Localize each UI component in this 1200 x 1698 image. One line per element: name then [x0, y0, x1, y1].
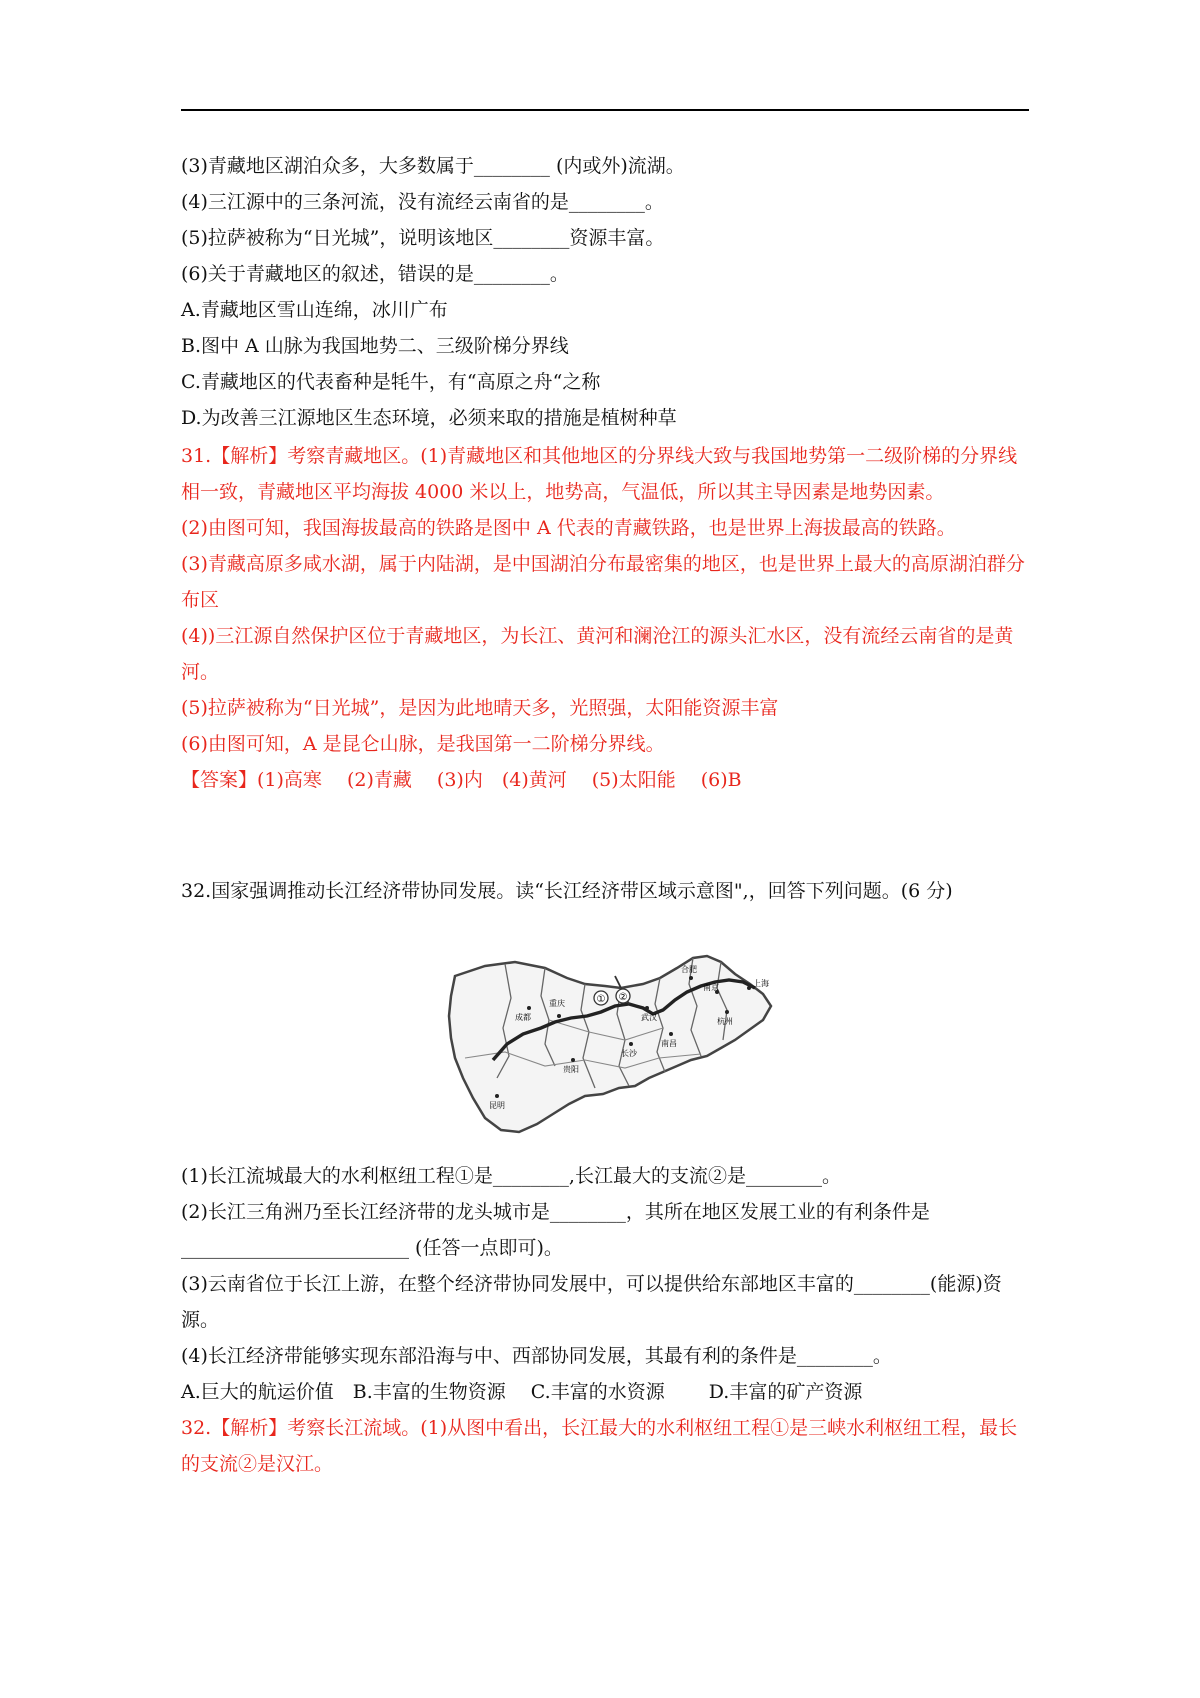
q31-analysis-p6: (6)由图可知，A 是昆仑山脉，是我国第一二阶梯分界线。	[181, 733, 665, 755]
q32-items	[181, 1158, 1031, 1482]
q31-analysis-p5: (5)拉萨被称为“日光城”，是因为此地晴天多，光照强，太阳能资源丰富	[181, 697, 779, 719]
q31-analysis-p2: (2)由图可知，我国海拔最高的铁路是图中 A 代表的青藏铁路，也是世界上海拔最高的铁路。	[181, 517, 956, 539]
q31-answer: 【答案】(1)高寒 (2)青藏 (3)内 (4)黄河 (5)太阳能 (6)B	[181, 769, 742, 791]
city-shanghai: 上海	[753, 979, 769, 988]
q31-item-4: (4)三江源中的三条河流，没有流经云南省的是________。	[181, 191, 664, 213]
q32-item-1: (1)长江流城最大的水利枢纽工程①是________,长江最大的支流②是________。	[181, 1165, 841, 1187]
header-rule	[181, 109, 1029, 111]
q32-options: A.巨大的航运价值 B.丰富的生物资源 C.丰富的水资源 D.丰富的矿产资源	[181, 1381, 863, 1403]
q31-item-5: (5)拉萨被称为“日光城”，说明该地区________资源丰富。	[181, 227, 665, 249]
city-nanchang: 南昌	[661, 1039, 677, 1048]
q31-option-d: D.为改善三江源地区生态环境，必须来取的措施是植树种草	[181, 407, 677, 429]
map-svg	[445, 948, 781, 1136]
q32-stem: 32.国家强调推动长江经济带协同发展。读“长江经济带区域示意图",，回答下列问题。(6 分)	[181, 880, 953, 902]
marker-2-label: ②	[618, 992, 628, 1003]
city-wuhan: 武汉	[641, 1013, 657, 1022]
q32-item-2: (2)长江三角洲乃至长江经济带的龙头城市是________，其所在地区发展工业的有利条件是________________________ (任答一点即可)。	[181, 1201, 930, 1259]
q32-analysis: 32.【解析】考察长江流域。(1)从图中看出，长江最大的水利枢纽工程①是三峡水利枢纽工程，最长的支流②是汉江。	[181, 1417, 1018, 1475]
city-changsha: 长沙	[621, 1049, 637, 1058]
city-nanjing: 南京	[703, 983, 719, 992]
q32-stem-block	[181, 873, 1031, 909]
city-chengdu: 成都	[515, 1013, 531, 1022]
city-hangzhou: 杭州	[717, 1017, 733, 1026]
q31-analysis-p1: 31.【解析】考察青藏地区。(1)青藏地区和其他地区的分界线大致与我国地势第一二级阶梯的分界线相一致，青藏地区平均海拔 4000 米以上，地势高，气温低，所以其主导因素是地势因素。	[181, 445, 1018, 503]
q31-option-c: C.青藏地区的代表畜种是牦牛，有“高原之舟“之称	[181, 371, 601, 393]
q31-option-b: B.图中 A 山脉为我国地势二、三级阶梯分界线	[181, 335, 569, 357]
q31-option-a: A.青藏地区雪山连绵，冰川广布	[181, 299, 448, 321]
city-chongqing: 重庆	[549, 999, 565, 1008]
q32-item-3: (3)云南省位于长江上游，在整个经济带协同发展中，可以提供给东部地区丰富的________(能源)资源。	[181, 1273, 1002, 1331]
q32-item-4: (4)长江经济带能够实现东部沿海与中、西部协同发展，其最有利的条件是________。	[181, 1345, 892, 1367]
q31-item-6: (6)关于青藏地区的叙述，错误的是________。	[181, 263, 569, 285]
marker-1-label: ①	[596, 994, 606, 1005]
q31-analysis	[181, 438, 1031, 798]
q31-items	[181, 148, 1031, 436]
city-kunming: 昆明	[489, 1101, 505, 1110]
q31-analysis-p4: (4))三江源自然保护区位于青藏地区，为长江、黄河和澜沧江的源头汇水区，没有流经云南省的是黄河。	[181, 625, 1014, 683]
yangtze-economic-belt-map	[445, 948, 781, 1136]
q31-analysis-p3: (3)青藏高原多咸水湖，属于内陆湖，是中国湖泊分布最密集的地区，也是世界上最大的高原湖泊群分布区	[181, 553, 1025, 611]
q31-item-3: (3)青藏地区湖泊众多，大多数属于________ (内或外)流湖。	[181, 155, 685, 177]
city-guiyang: 贵阳	[563, 1065, 579, 1074]
city-hefei: 合肥	[681, 965, 697, 974]
